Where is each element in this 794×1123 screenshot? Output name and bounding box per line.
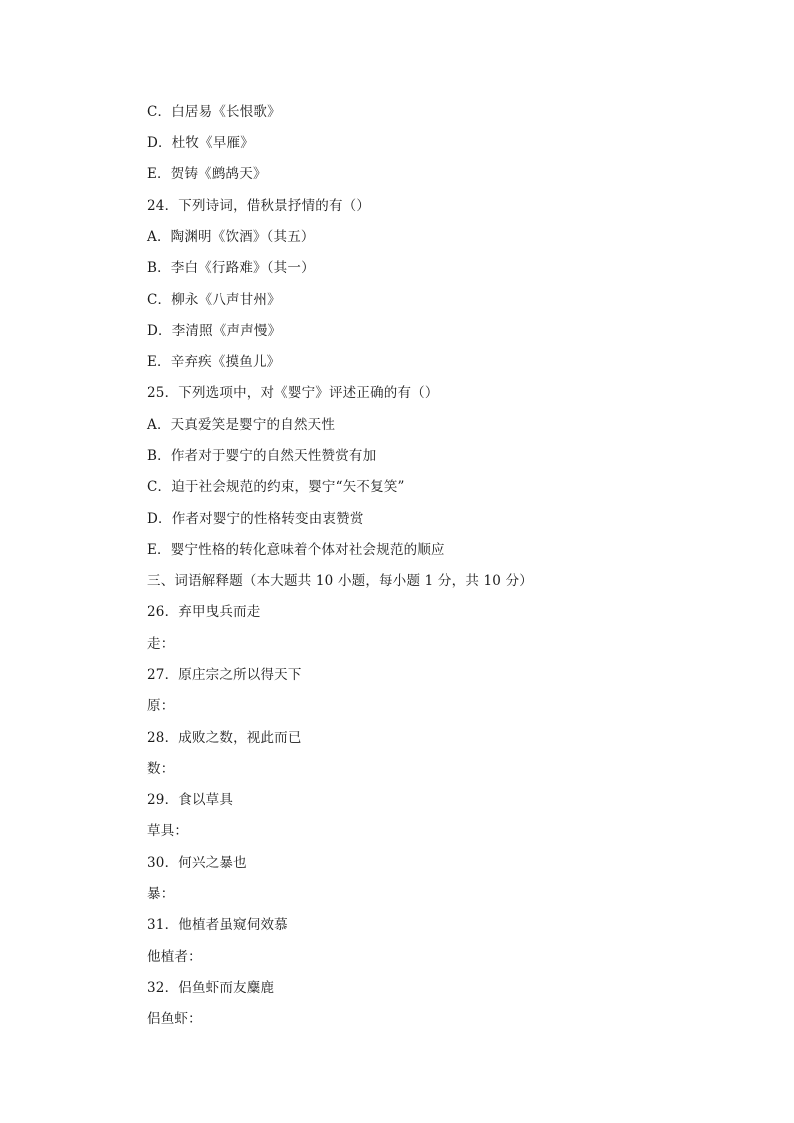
option-line: B．作者对于婴宁的自然天性赞赏有加 bbox=[147, 448, 377, 464]
question-line: 31．他植者虽窥伺效慕 bbox=[147, 917, 288, 933]
option-line: C．白居易《长恨歌》 bbox=[147, 104, 281, 120]
question-line: 32．侣鱼虾而友麋鹿 bbox=[147, 980, 275, 996]
answer-line: 草具： bbox=[147, 823, 189, 839]
answer-line: 走： bbox=[147, 636, 175, 652]
answer-line: 侣鱼虾： bbox=[147, 1011, 202, 1027]
option-line: A．陶渊明《饮酒》（其五） bbox=[147, 229, 315, 245]
question-line: 26．弃甲曳兵而走 bbox=[147, 604, 261, 620]
option-line: C．柳永《八声甘州》 bbox=[147, 292, 281, 308]
option-line: E．婴宁性格的转化意味着个体对社会规范的顺应 bbox=[147, 542, 445, 558]
section-heading: 三、词语解释题（本大题共 10 小题，每小题 1 分，共 10 分） bbox=[147, 573, 533, 589]
option-line: B．李白《行路难》（其一） bbox=[147, 260, 315, 276]
question-line: 25．下列选项中，对《婴宁》评述正确的有（） bbox=[147, 385, 439, 401]
option-line: D．杜牧《早雁》 bbox=[147, 135, 254, 151]
question-line: 30．何兴之暴也 bbox=[147, 855, 247, 871]
question-line: 24．下列诗词，借秋景抒情的有（） bbox=[147, 198, 371, 214]
option-line: A．天真爱笑是婴宁的自然天性 bbox=[147, 417, 336, 433]
question-line: 27．原庄宗之所以得天下 bbox=[147, 667, 302, 683]
answer-line: 数： bbox=[147, 761, 175, 777]
option-line: E．贺铸《鹧鸪天》 bbox=[147, 166, 267, 182]
option-line: D．作者对婴宁的性格转变由衷赞赏 bbox=[147, 511, 364, 527]
answer-line: 他植者： bbox=[147, 949, 202, 965]
answer-line: 原： bbox=[147, 698, 175, 714]
option-line: E．辛弃疾《摸鱼儿》 bbox=[147, 354, 281, 370]
question-line: 29．食以草具 bbox=[147, 792, 234, 808]
option-line: C．迫于社会规范的约束，婴宁“矢不复笑” bbox=[147, 479, 405, 495]
question-line: 28．成败之数，视此而已 bbox=[147, 730, 302, 746]
answer-line: 暴： bbox=[147, 886, 175, 902]
option-line: D．李清照《声声慢》 bbox=[147, 323, 282, 339]
